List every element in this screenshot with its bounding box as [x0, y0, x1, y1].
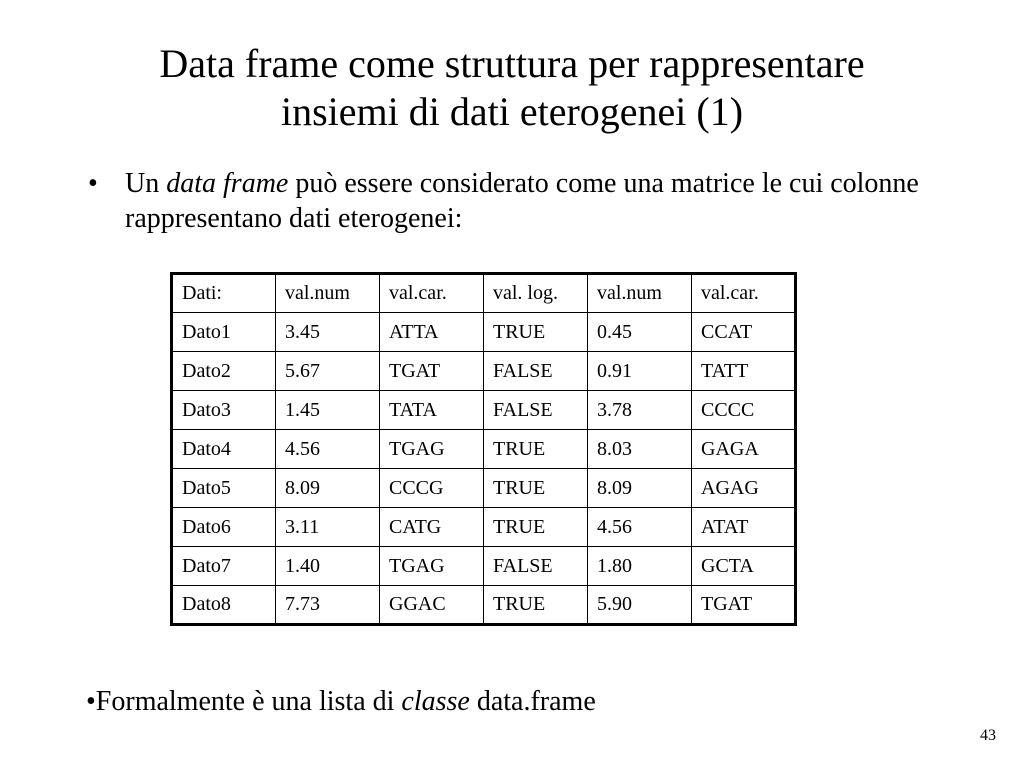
- table-cell: FALSE: [484, 352, 588, 391]
- table-row: [172, 352, 796, 391]
- table-cell: CCCC: [692, 391, 796, 430]
- table-row: [172, 469, 796, 508]
- table-cell: 8.03: [588, 430, 692, 469]
- table-cell: AGAG: [692, 469, 796, 508]
- table-cell: 1.80: [588, 547, 692, 586]
- table-cell: Dato4: [172, 430, 276, 469]
- table-cell: Dato3: [172, 391, 276, 430]
- table-body: [172, 274, 796, 625]
- bullet-text-emphasis: data frame: [166, 168, 289, 199]
- table-row: [172, 391, 796, 430]
- table-cell: 0.91: [588, 352, 692, 391]
- header-cell: Dati:: [172, 274, 276, 313]
- header-cell: val.car.: [692, 274, 796, 313]
- table-row: [172, 313, 796, 352]
- table-cell: 5.67: [276, 352, 380, 391]
- table-cell: Dato1: [172, 313, 276, 352]
- table-cell: TGAT: [380, 352, 484, 391]
- table-cell: 3.78: [588, 391, 692, 430]
- header-cell: val.num: [588, 274, 692, 313]
- table-cell: FALSE: [484, 391, 588, 430]
- table-cell: 3.11: [276, 508, 380, 547]
- table-cell: Dato6: [172, 508, 276, 547]
- table-cell: CCCG: [380, 469, 484, 508]
- table-cell: 3.45: [276, 313, 380, 352]
- table-cell: 7.73: [276, 586, 380, 625]
- bullet-marker: •: [88, 168, 98, 199]
- table-cell: TATA: [380, 391, 484, 430]
- table-cell: CCAT: [692, 313, 796, 352]
- table-cell: TRUE: [484, 469, 588, 508]
- slide-title: [0, 40, 1024, 136]
- table-row: [172, 586, 796, 625]
- table-cell: GGAC: [380, 586, 484, 625]
- table-cell: TRUE: [484, 508, 588, 547]
- footer-note-prefix: •Formalmente è una lista di: [86, 686, 402, 717]
- table-cell: 4.56: [588, 508, 692, 547]
- table-cell: 1.40: [276, 547, 380, 586]
- table-cell: ATTA: [380, 313, 484, 352]
- table-cell: TRUE: [484, 430, 588, 469]
- bullet-text-suffix: può essere considerato come una matrice le cui colonne rappresentano dati eterogenei:: [125, 168, 919, 234]
- table-cell: 5.90: [588, 586, 692, 625]
- table-cell: Dato8: [172, 586, 276, 625]
- table-cell: TRUE: [484, 586, 588, 625]
- table-cell: TATT: [692, 352, 796, 391]
- table-cell: GCTA: [692, 547, 796, 586]
- table-cell: CATG: [380, 508, 484, 547]
- table-cell: TGAG: [380, 547, 484, 586]
- table-cell: Dato2: [172, 352, 276, 391]
- slide-title-line-1: Data frame come struttura per rappresentare: [159, 41, 865, 86]
- header-cell: val. log.: [484, 274, 588, 313]
- table-cell: ATAT: [692, 508, 796, 547]
- header-cell: val.car.: [380, 274, 484, 313]
- table-cell: Dato5: [172, 469, 276, 508]
- footer-note-suffix: data.frame: [469, 686, 596, 717]
- page-number: 43: [980, 727, 996, 744]
- table-row: [172, 508, 796, 547]
- table-header-row: [172, 274, 796, 313]
- table-cell: Dato7: [172, 547, 276, 586]
- footer-note-emphasis: classe: [401, 686, 470, 717]
- bullet-text-prefix: Un: [125, 168, 167, 199]
- table-cell: GAGA: [692, 430, 796, 469]
- header-cell: val.num: [276, 274, 380, 313]
- table-row: [172, 547, 796, 586]
- table-cell: TRUE: [484, 313, 588, 352]
- table-cell: 4.56: [276, 430, 380, 469]
- table-cell: TGAG: [380, 430, 484, 469]
- table-cell: 8.09: [588, 469, 692, 508]
- table-cell: TGAT: [692, 586, 796, 625]
- table-cell: 0.45: [588, 313, 692, 352]
- table-cell: FALSE: [484, 547, 588, 586]
- table-cell: 1.45: [276, 391, 380, 430]
- slide-title-line-2: insiemi di dati eterogenei (1): [280, 89, 744, 134]
- footer-note: [86, 684, 596, 719]
- table-cell: 8.09: [276, 469, 380, 508]
- bullet-text: [125, 166, 945, 236]
- data-frame-table: [170, 272, 797, 626]
- table-row: [172, 430, 796, 469]
